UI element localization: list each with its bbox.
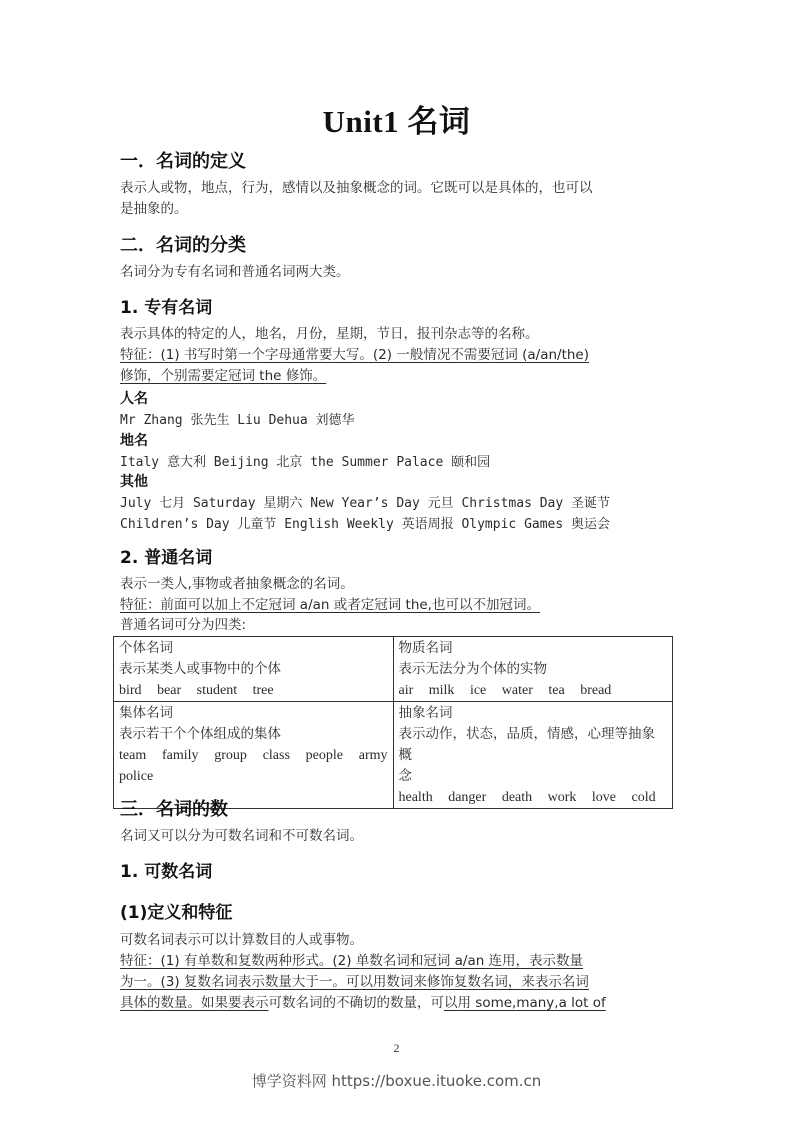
watermark-footer: 博学资料网 https://boxue.ituoke.com.cn [251,1072,542,1090]
table-cell-individual-noun [114,637,394,702]
number-intro: 名词又可以分为可数名词和不可数名词。 [120,828,363,844]
common-noun-types-table [113,636,673,809]
countable-feature-line1: 特征：(1) 有单数和复数两种形式。(2) 单数名词和冠词 a/an 连用，表示数量 [120,953,584,969]
cell-title: 物质名词 [398,640,453,656]
group-label-others: 其他 [120,474,148,490]
group-examples-person-names: Mr Zhang 张先生 Liu Dehua 刘德华 [120,413,355,428]
common-noun-feature: 特征：前面可以加上不定冠词 a/an 或者定冠词 the,也可以不加冠词。 [120,597,540,613]
countable-feature-line2: 为一。(3) 复数名词表示数量大于一。可以用数词来修饰复数名词，来表示名词 [120,974,589,990]
section-heading-definition: 一．名词的定义 [120,151,246,172]
countable-desc: 可数名词表示可以计算数目的人或事物。 [120,932,363,948]
cell-desc: 表示动作，状态，品质，情感，心理等抽象概 [398,726,655,763]
cell-title: 个体名词 [119,640,173,656]
group-label-person-names: 人名 [120,391,148,407]
definition-text-line2: 是抽象的。 [120,201,188,217]
classification-intro: 名词分为专有名词和普通名词两大类。 [120,264,350,280]
group-examples-others-line2: Children’s Day 儿童节 English Weekly 英语周报 Olympic Games 奥运会 [120,517,611,532]
definition-text-line1: 表示人或物，地点，行为，感情以及抽象概念的词。它既可以是具体的，也可以 [120,180,593,196]
cell-examples: air milk ice water tea bread [398,683,612,698]
table-cell-collective-noun [114,702,394,809]
cell-examples: health danger death work love cold [398,790,656,805]
group-examples-others-line1: July 七月 Saturday 星期六 New Year’s Day 元旦 Christmas Day 圣诞节 [120,496,611,511]
cell-examples: team family group class people army [119,748,388,763]
section-heading-number: 三．名词的数 [120,799,228,820]
page-title: Unit1 名词 [322,104,471,139]
group-label-place-names: 地名 [120,433,148,449]
page-number: 2 [393,1041,400,1055]
cell-desc: 表示无法分为个体的实物 [398,661,547,677]
countable-feature-line3: 具体的数量。如果要表示可数名词的不确切的数量，可以用 some,many,a lot of [120,995,606,1011]
countable-noun-heading: 1. 可数名词 [120,862,213,882]
table-cell-material-noun [393,637,673,702]
common-noun-desc: 表示一类人,事物或者抽象概念的名词。 [120,576,354,592]
cell-examples: bird bear student tree [119,683,274,698]
cell-desc: 表示某类人或事物中的个体 [119,661,281,677]
cell-title: 抽象名词 [398,705,453,721]
table-cell-abstract-noun [393,702,673,809]
cell-examples-line2: police [119,769,154,784]
section-heading-classification: 二．名词的分类 [120,235,246,256]
countable-definition-subheading: (1)定义和特征 [120,903,233,923]
proper-noun-feature-line2: 修饰，个别需要定冠词 the 修饰。 [120,368,327,384]
proper-noun-feature-line1: 特征：(1) 书写时第一个字母通常要大写。(2) 一般情况不需要冠词 (a/an/the) [120,347,590,363]
proper-noun-desc: 表示具体的特定的人，地名，月份，星期，节日，报刊杂志等的名称。 [120,326,539,342]
group-examples-place-names: Italy 意大利 Beijing 北京 the Summer Palace 颐和园 [120,455,491,470]
table-row [114,637,673,702]
common-noun-heading: 2. 普通名词 [120,548,213,568]
cell-title: 集体名词 [119,705,173,721]
common-noun-table-intro: 普通名词可分为四类: [120,617,247,633]
cell-desc: 表示若干个个体组成的集体 [119,726,281,742]
proper-noun-heading: 1. 专有名词 [120,298,213,318]
cell-desc-line2: 念 [398,768,412,784]
table-row [114,702,673,809]
